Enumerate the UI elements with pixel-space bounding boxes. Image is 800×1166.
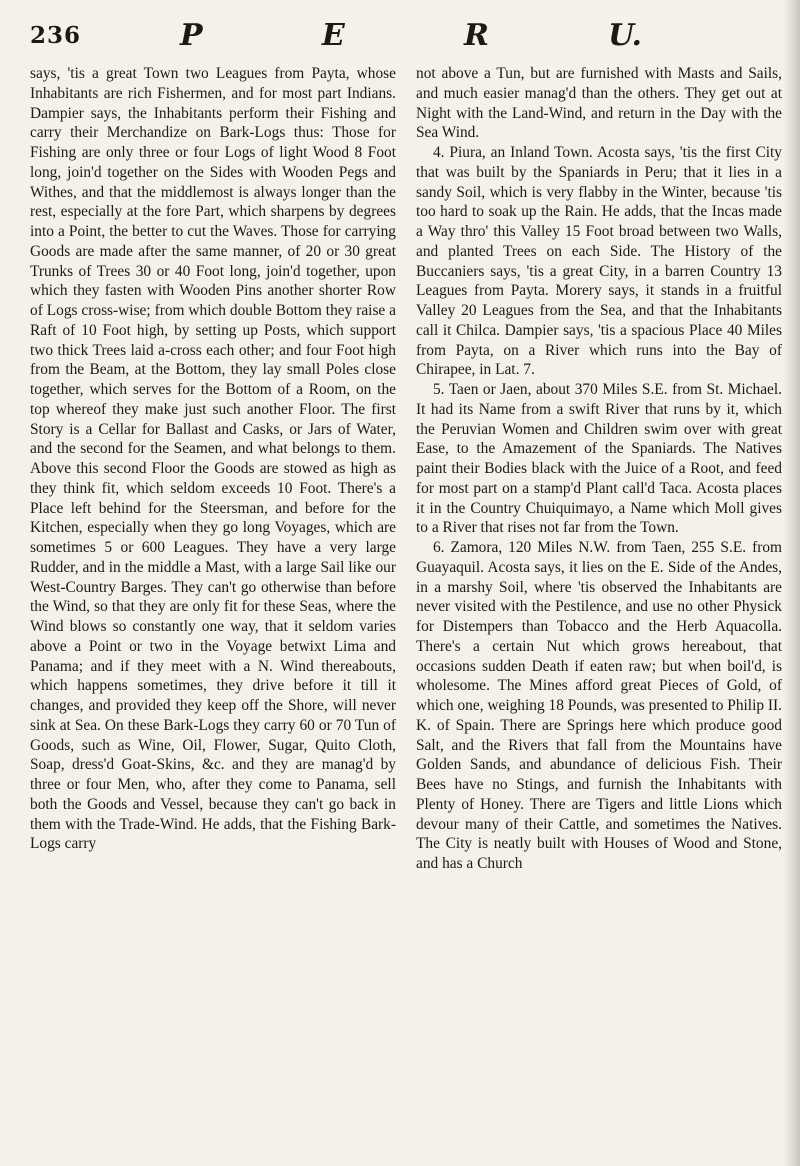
right-column xyxy=(416,64,782,1154)
page-header xyxy=(30,14,782,64)
running-head-letter: R xyxy=(463,18,489,53)
running-head-letter: P xyxy=(180,18,203,53)
paragraph: 6. Zamora, 120 Miles N.W. from Taen, 255 S.E. from Guayaquil. Acosta says, it lies on the E. Side of the Andes, in a marshy Soil, where 'tis observed the Inhabitants are never visited with the Pestilence, and use no other Physick for Distempers than Tobacco and the Herb Aquacolla. There's a certain Nut which grows hereabout, that occasions sudden Death if eaten raw; but when boil'd, is wholesome. The Mines afford great Pieces of Gold, of which one, weighing 18 Pounds, was presented to Philip II. K. of Spain. There are Springs here which produce good Salt, and the Rivers that fall from the Mountains have Golden Sands, and abundance of delicious Fish. Their Bees have no Stings, and furnish the Inhabitants with Plenty of Honey. There are Tigers and little Lions which devour many of their Cattle, and sometimes the Natives. The City is neatly built with Houses of Wood and Stone, and has a Church xyxy=(416,539,782,872)
page-number: 236 xyxy=(30,22,82,49)
text-columns xyxy=(30,64,782,1154)
paragraph: 4. Piura, an Inland Town. Acosta says, 'tis the first City that was built by the Spaniards in Peru; that it lies in a sandy Soil, which is very flabby in the Winter, because 'tis too hard to soak up the Rain. He adds, that the Incas made a Way thro' this Valley 15 Foot broad between two Walls, and planted Trees on each Side. The History of the Buccaniers says, 'tis a great City, in a barren Country 13 Leagues from Payta. Morery says, it stands in a fruitful Valley 20 Leagues from the Sea, and that the Inhabitants call it Chilca. Dampier says, 'tis a spacious Place 40 Miles from Payta, on a River which runs into the Bay of Chirapee, in Lat. 7. xyxy=(416,144,782,379)
paragraph: 5. Taen or Jaen, about 370 Miles S.E. from St. Michael. It had its Name from a swift River that runs by it, which the Peruvian Women and Children swim over with great Ease, to the Amazement of the Spaniards. The Natives paint their Bodies black with the Juice of a Root, and feed for most part on a stamp'd Plant call'd Taca. Acosta places it in the Country Chuiquimayo, a Name which Moll gives to a River that rises not far from the Town. xyxy=(416,381,782,537)
running-head-letter: E xyxy=(321,18,345,53)
left-column xyxy=(30,64,396,1154)
paragraph: not above a Tun, but are furnished with Masts and Sails, and much easier manag'd than the others. They get out at Night with the Land-Wind, and return in the Day with the Sea Wind. xyxy=(416,65,782,142)
running-head xyxy=(180,18,642,53)
page-edge-shadow xyxy=(784,0,800,1166)
paragraph: says, 'tis a great Town two Leagues from Payta, whose Inhabitants are rich Fishermen, and for most part Indians. Dampier says, the Inhabitants perform their Fishing and carry their Merchandize on Bark-Logs thus: Those for Fishing are only three or four Logs of light Wood 8 Foot long, join'd together on the Sides with Wooden Pegs and Withes, and that the middlemost is always longer than the rest, especially at the fore Part, which sharpens by degrees into a Point, the better to cut the Waves. Those for carrying Goods are made after the same manner, of 20 or 30 great Trunks of Trees 30 or 40 Foot long, join'd together, upon which they fasten with Wooden Pins another shorter Row of Logs cross-wise; from which double Bottom they raise a Raft of 10 Foot high, by setting up Posts, which support two thick Trees laid a-cross each other; and four Foot high from the Beam, at the Bottom, they lay small Poles close together, which serves for the Bottom of a Room, on the top whereof they make just such another Floor. The first Story is a Cellar for Ballast and Casks, or Jars of Water, and the second for the Seamen, and what belongs to them. Above this second Floor the Goods are stowed as high as they think fit, which seldom exceeds 10 Foot. There's a Place left behind for the Steersman, and before for the Kitchen, especially when they go long Voyages, which are sometimes 5 or 600 Leagues. They have a very large Rudder, and in the middle a Mast, with a large Sail like our West-Country Barges. They can't go otherwise than before the Wind, so that they are only fit for these Seas, where the Wind blows so constantly one way, that it seldom varies above a Point or two in the Voyage betwixt Lima and Panama; and if they meet with a N. Wind thereabouts, which happens sometimes, they drive before it till it changes, and provided they keep off the Shore, will never sink at Sea. On these Bark-Logs they carry 60 or 70 Tun of Goods, such as Wine, Oil, Flower, Sugar, Quito Cloth, Soap, dress'd Goat-Skins, &c. and they are manag'd by three or four Men, who, after they come to Panama, sell both the Goods and Vessel, because they can't go back in them with the Trade-Wind. He adds, that the Fishing Bark-Logs carry xyxy=(30,65,396,853)
running-head-letter: U. xyxy=(608,18,642,53)
